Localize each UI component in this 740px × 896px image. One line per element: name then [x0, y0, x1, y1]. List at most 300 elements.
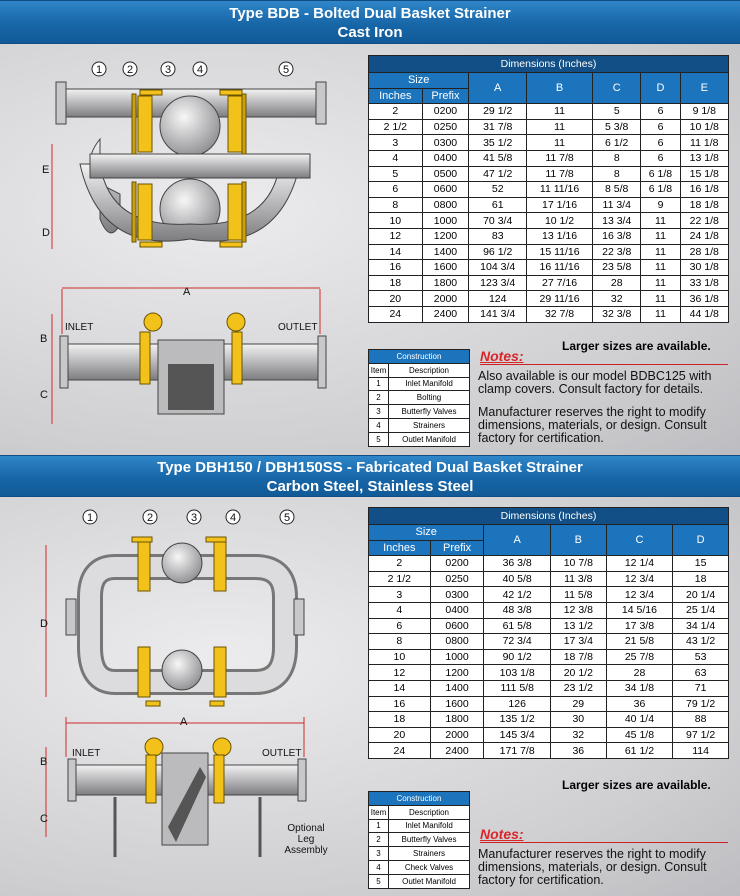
- table-cell: 0400: [422, 150, 469, 166]
- table-cell: 9: [641, 197, 680, 213]
- table-row: [369, 213, 729, 229]
- callout-1: 1: [95, 64, 103, 76]
- inlet-label: INLET: [65, 322, 94, 333]
- table-cell: 145 3/4: [484, 727, 551, 743]
- col-b-header: B: [527, 73, 593, 104]
- table-cell: Butterfly Valves: [389, 833, 470, 847]
- table-cell: 1200: [430, 665, 484, 681]
- table-cell: 1400: [422, 244, 469, 260]
- table-row: [369, 680, 729, 696]
- table-cell: Bolting: [389, 391, 470, 405]
- dim-label-a: A: [183, 286, 191, 298]
- table-row: [369, 860, 470, 874]
- table-cell: 28 1/8: [680, 244, 728, 260]
- table-cell: 1600: [430, 696, 484, 712]
- table-cell: 1800: [422, 275, 469, 291]
- bdb-dimensions-table: [368, 55, 729, 323]
- size2-header: Size: [369, 525, 484, 541]
- table-row: [369, 571, 729, 587]
- table-cell: 12 3/8: [550, 602, 606, 618]
- table-cell: 5: [369, 874, 389, 888]
- dim2-label-a: A: [180, 716, 188, 728]
- table-cell: 11: [641, 291, 680, 307]
- table-cell: 10 1/2: [527, 213, 593, 229]
- callout2-5: 5: [283, 512, 291, 524]
- table-cell: 0200: [422, 104, 469, 120]
- table-cell: Inlet Manifold: [389, 819, 470, 833]
- table-cell: 63: [673, 665, 729, 681]
- dims2-table-body: [369, 556, 729, 759]
- table-cell: 2: [369, 556, 431, 572]
- table-cell: 4: [369, 418, 389, 432]
- table-cell: 8: [369, 197, 423, 213]
- table-cell: 2400: [422, 306, 469, 322]
- table-cell: 11: [527, 119, 593, 135]
- table-row: [369, 649, 729, 665]
- table-cell: 0300: [430, 587, 484, 603]
- table-cell: 17 3/8: [606, 618, 673, 634]
- table-row: [369, 197, 729, 213]
- table-cell: Outlet Manifold: [389, 874, 470, 888]
- bdb-construction-table: [368, 349, 470, 447]
- table-cell: 1400: [430, 680, 484, 696]
- table-row: [369, 260, 729, 276]
- table-cell: 0800: [422, 197, 469, 213]
- col-a-header: A: [469, 73, 527, 104]
- callout-5: 5: [282, 64, 290, 76]
- table-row: [369, 587, 729, 603]
- callout2-1: 1: [86, 512, 94, 524]
- table-row: [369, 833, 470, 847]
- section1-title: Type BDB - Bolted Dual Basket Strainer: [229, 5, 511, 22]
- table-cell: 16: [369, 260, 423, 276]
- table-cell: 104 3/4: [469, 260, 527, 276]
- table-cell: 2 1/2: [369, 571, 431, 587]
- table-cell: 71: [673, 680, 729, 696]
- col2-b-header: B: [550, 525, 606, 556]
- table-cell: 0500: [422, 166, 469, 182]
- col-d-header: D: [641, 73, 680, 104]
- section2-subtitle: Carbon Steel, Stainless Steel: [266, 478, 474, 495]
- table-cell: 17 1/16: [527, 197, 593, 213]
- table-cell: 11: [641, 306, 680, 322]
- table-cell: 0250: [430, 571, 484, 587]
- table-cell: 11 1/8: [680, 135, 728, 151]
- table-cell: 11: [641, 260, 680, 276]
- table-cell: 1: [369, 819, 389, 833]
- table-cell: 33 1/8: [680, 275, 728, 291]
- table-cell: 29 1/2: [469, 104, 527, 120]
- table-cell: 2: [369, 391, 389, 405]
- table-cell: 41 5/8: [469, 150, 527, 166]
- table-cell: 3: [369, 587, 431, 603]
- table-row: [369, 743, 729, 759]
- table-cell: 11: [527, 104, 593, 120]
- table-row: [369, 391, 470, 405]
- table-cell: 24: [369, 743, 431, 759]
- table-cell: 6: [641, 135, 680, 151]
- table-cell: 45 1/8: [606, 727, 673, 743]
- table-cell: 23 1/2: [550, 680, 606, 696]
- table-cell: 14: [369, 244, 423, 260]
- table-cell: 4: [369, 150, 423, 166]
- table-cell: 27 7/16: [527, 275, 593, 291]
- table-cell: 13 1/2: [550, 618, 606, 634]
- table-cell: 52: [469, 182, 527, 198]
- table-row: [369, 665, 729, 681]
- table-cell: 141 3/4: [469, 306, 527, 322]
- table-row: [369, 291, 729, 307]
- table-cell: 32: [593, 291, 641, 307]
- table-cell: 1000: [430, 649, 484, 665]
- table-cell: 17 3/4: [550, 634, 606, 650]
- table-cell: Butterfly Valves: [389, 405, 470, 419]
- table-cell: 6 1/8: [641, 166, 680, 182]
- table-cell: 21 5/8: [606, 634, 673, 650]
- table-cell: 22 1/8: [680, 213, 728, 229]
- section2-header: [0, 455, 740, 497]
- table-cell: 11: [641, 228, 680, 244]
- table-cell: 14 5/16: [606, 602, 673, 618]
- dims2-table-title: Dimensions (Inches): [369, 508, 729, 525]
- larger-sizes-note: Larger sizes are available.: [562, 339, 711, 353]
- table-cell: 25 1/4: [673, 602, 729, 618]
- outlet2-label: OUTLET: [262, 748, 302, 759]
- notes2-title: Notes:: [480, 826, 524, 842]
- construction-body: [369, 377, 470, 446]
- table-cell: Outlet Manifold: [389, 432, 470, 446]
- table-cell: 1200: [422, 228, 469, 244]
- table-cell: 13 1/16: [527, 228, 593, 244]
- table-cell: 12 3/4: [606, 571, 673, 587]
- table-cell: 12: [369, 665, 431, 681]
- callout-3: 3: [164, 64, 172, 76]
- inlet2-label: INLET: [72, 748, 101, 759]
- table-cell: 24: [369, 306, 423, 322]
- table-cell: 12 3/4: [606, 587, 673, 603]
- table-cell: 4: [369, 602, 431, 618]
- table-cell: 0400: [430, 602, 484, 618]
- table-row: [369, 405, 470, 419]
- table-cell: 124: [469, 291, 527, 307]
- table-cell: 35 1/2: [469, 135, 527, 151]
- callout2-3: 3: [190, 512, 198, 524]
- table-row: [369, 119, 729, 135]
- table-cell: 36 1/8: [680, 291, 728, 307]
- table-cell: 11: [641, 275, 680, 291]
- dim2-label-b: B: [40, 756, 48, 768]
- table-cell: 15 1/8: [680, 166, 728, 182]
- section1-subtitle: Cast Iron: [337, 24, 403, 41]
- table-row: [369, 104, 729, 120]
- table-cell: 16 11/16: [527, 260, 593, 276]
- table-cell: 36 3/8: [484, 556, 551, 572]
- dim-label-e: E: [42, 164, 50, 176]
- table-cell: 103 1/8: [484, 665, 551, 681]
- table-cell: 11: [527, 135, 593, 151]
- table-row: [369, 819, 470, 833]
- construction2-body: [369, 819, 470, 888]
- table-cell: 5: [593, 104, 641, 120]
- item-header: Item: [369, 363, 389, 377]
- notes-title: Notes:: [480, 348, 524, 364]
- table-cell: 32: [550, 727, 606, 743]
- dim-label-d: D: [42, 227, 50, 239]
- table-row: [369, 602, 729, 618]
- table-cell: 28: [593, 275, 641, 291]
- table-cell: 10: [369, 213, 423, 229]
- table-row: [369, 847, 470, 861]
- dbh150-strainer-diagram: [0, 497, 360, 896]
- table-cell: 3: [369, 135, 423, 151]
- item2-header: Item: [369, 805, 389, 819]
- table-cell: 11: [641, 213, 680, 229]
- section1-header: [0, 0, 740, 44]
- dbh150-construction-table: [368, 791, 470, 889]
- table-cell: 8 5/8: [593, 182, 641, 198]
- table-row: [369, 634, 729, 650]
- table-cell: Strainers: [389, 847, 470, 861]
- table-cell: Check Valves: [389, 860, 470, 874]
- table-cell: 96 1/2: [469, 244, 527, 260]
- dim2-label-d: D: [40, 618, 48, 630]
- table-cell: 126: [484, 696, 551, 712]
- table-row: [369, 166, 729, 182]
- table-cell: 6: [641, 119, 680, 135]
- table-cell: 111 5/8: [484, 680, 551, 696]
- table-cell: 24 1/8: [680, 228, 728, 244]
- col2-inches-header: Inches: [369, 540, 431, 556]
- table-cell: 16 3/8: [593, 228, 641, 244]
- col2-a-header: A: [484, 525, 551, 556]
- bdb-strainer-diagram: [0, 44, 360, 455]
- table-cell: 97 1/2: [673, 727, 729, 743]
- table-cell: 29 11/16: [527, 291, 593, 307]
- table-cell: 32 7/8: [527, 306, 593, 322]
- table-cell: 79 1/2: [673, 696, 729, 712]
- table-row: [369, 418, 470, 432]
- table-cell: 23 5/8: [593, 260, 641, 276]
- table-row: [369, 712, 729, 728]
- table-cell: 90 1/2: [484, 649, 551, 665]
- callout2-2: 2: [146, 512, 154, 524]
- note-bdbc125: Also available is our model BDBC125 with clamp covers. Consult factory for details.: [478, 369, 712, 396]
- col-c-header: C: [593, 73, 641, 104]
- table-cell: 15 11/16: [527, 244, 593, 260]
- table-cell: 36: [550, 743, 606, 759]
- table-cell: 25 7/8: [606, 649, 673, 665]
- table-cell: 13 1/8: [680, 150, 728, 166]
- table-cell: 43 1/2: [673, 634, 729, 650]
- table-cell: 83: [469, 228, 527, 244]
- table-cell: 1: [369, 377, 389, 391]
- table-row: [369, 618, 729, 634]
- leg-note-line2: Leg: [297, 834, 315, 845]
- table-cell: 1000: [422, 213, 469, 229]
- table-cell: 11: [641, 244, 680, 260]
- table-cell: 30: [550, 712, 606, 728]
- note-manufacturer: Manufacturer reserves the right to modify dimensions, materials, or design. Consult factory for certification.: [478, 405, 707, 445]
- table-cell: 2: [369, 833, 389, 847]
- size-header: Size: [369, 73, 469, 89]
- table-row: [369, 135, 729, 151]
- table-cell: 20: [369, 291, 423, 307]
- table-cell: 9 1/8: [680, 104, 728, 120]
- table-cell: 4: [369, 860, 389, 874]
- table-cell: 12 1/4: [606, 556, 673, 572]
- notes2-divider: [480, 842, 728, 843]
- table-row: [369, 696, 729, 712]
- table-cell: 10 7/8: [550, 556, 606, 572]
- table-cell: 171 7/8: [484, 743, 551, 759]
- table-row: [369, 874, 470, 888]
- table-cell: 0200: [430, 556, 484, 572]
- table-cell: 20: [369, 727, 431, 743]
- table-cell: 0600: [422, 182, 469, 198]
- table-cell: 0600: [430, 618, 484, 634]
- table-cell: 40 1/4: [606, 712, 673, 728]
- table-cell: 2: [369, 104, 423, 120]
- table-cell: 0250: [422, 119, 469, 135]
- col-prefix-header: Prefix: [422, 88, 469, 104]
- table-cell: 5 3/8: [593, 119, 641, 135]
- table-row: [369, 228, 729, 244]
- table-cell: 47 1/2: [469, 166, 527, 182]
- table-cell: 34 1/8: [606, 680, 673, 696]
- table-row: [369, 306, 729, 322]
- table-cell: 2 1/2: [369, 119, 423, 135]
- table-cell: 6 1/2: [593, 135, 641, 151]
- table-cell: 42 1/2: [484, 587, 551, 603]
- table-cell: 114: [673, 743, 729, 759]
- table-row: [369, 727, 729, 743]
- table-cell: 6: [369, 618, 431, 634]
- col2-prefix-header: Prefix: [430, 540, 484, 556]
- table-row: [369, 432, 470, 446]
- section2-title: Type DBH150 / DBH150SS - Fabricated Dual Basket Strainer: [157, 459, 583, 476]
- table-cell: 2400: [430, 743, 484, 759]
- table-cell: 32 3/8: [593, 306, 641, 322]
- leg-note-line1: Optional: [287, 823, 325, 834]
- table-cell: 40 5/8: [484, 571, 551, 587]
- table-cell: 18 1/8: [680, 197, 728, 213]
- col-inches-header: Inches: [369, 88, 423, 104]
- table-cell: 61 5/8: [484, 618, 551, 634]
- table-cell: 18: [369, 712, 431, 728]
- dbh150-dimensions-table: [368, 507, 729, 759]
- table-cell: 20 1/2: [550, 665, 606, 681]
- description-header: Description: [389, 363, 470, 377]
- table-cell: 30 1/8: [680, 260, 728, 276]
- dims-table-title: Dimensions (Inches): [369, 56, 729, 73]
- table-cell: 16: [369, 696, 431, 712]
- table-cell: 8: [369, 634, 431, 650]
- table-row: [369, 377, 470, 391]
- table-cell: 2000: [430, 727, 484, 743]
- leg-note-line3: Assembly: [284, 845, 328, 856]
- table-cell: 0800: [430, 634, 484, 650]
- table-cell: 11 11/16: [527, 182, 593, 198]
- table-cell: 2000: [422, 291, 469, 307]
- table-cell: 6: [641, 104, 680, 120]
- table-cell: 14: [369, 680, 431, 696]
- table-cell: 10 1/8: [680, 119, 728, 135]
- table-cell: 16 1/8: [680, 182, 728, 198]
- table-cell: 28: [606, 665, 673, 681]
- table-cell: Strainers: [389, 418, 470, 432]
- description2-header: Description: [389, 805, 470, 819]
- table-cell: 10: [369, 649, 431, 665]
- table-row: [369, 150, 729, 166]
- table-cell: 6: [369, 182, 423, 198]
- table-row: [369, 275, 729, 291]
- table-cell: 5: [369, 166, 423, 182]
- table-cell: 0300: [422, 135, 469, 151]
- dims-table-body: [369, 104, 729, 322]
- dim2-label-c: C: [40, 813, 48, 825]
- table-cell: 11 3/8: [550, 571, 606, 587]
- dim-label-b: B: [40, 333, 48, 345]
- col2-c-header: C: [606, 525, 673, 556]
- table-cell: 18: [673, 571, 729, 587]
- callout2-4: 4: [229, 512, 237, 524]
- table-cell: 5: [369, 432, 389, 446]
- table-cell: 13 3/4: [593, 213, 641, 229]
- table-cell: 34 1/4: [673, 618, 729, 634]
- table-cell: 135 1/2: [484, 712, 551, 728]
- table-cell: 12: [369, 228, 423, 244]
- notes-divider: [480, 364, 728, 365]
- table-cell: 88: [673, 712, 729, 728]
- table-cell: 48 3/8: [484, 602, 551, 618]
- table-cell: 29: [550, 696, 606, 712]
- table-cell: 3: [369, 847, 389, 861]
- note2-manufacturer: Manufacturer reserves the right to modify dimensions, materials, or design. Consult factory for certification.: [478, 847, 707, 887]
- table-cell: 6: [641, 150, 680, 166]
- table-cell: 36: [606, 696, 673, 712]
- table-cell: 11 7/8: [527, 150, 593, 166]
- col2-d-header: D: [673, 525, 729, 556]
- table-cell: 18 7/8: [550, 649, 606, 665]
- dim-label-c: C: [40, 389, 48, 401]
- construction2-title: Construction: [369, 792, 470, 806]
- table-cell: 1800: [430, 712, 484, 728]
- table-cell: 70 3/4: [469, 213, 527, 229]
- table-cell: 44 1/8: [680, 306, 728, 322]
- table-cell: 22 3/8: [593, 244, 641, 260]
- table-cell: 8: [593, 150, 641, 166]
- table-cell: 18: [369, 275, 423, 291]
- table-cell: 31 7/8: [469, 119, 527, 135]
- table-cell: 15: [673, 556, 729, 572]
- table-cell: Inlet Manifold: [389, 377, 470, 391]
- callout-2: 2: [126, 64, 134, 76]
- table-row: [369, 182, 729, 198]
- table-cell: 3: [369, 405, 389, 419]
- table-cell: 8: [593, 166, 641, 182]
- table-cell: 61: [469, 197, 527, 213]
- table-cell: 53: [673, 649, 729, 665]
- larger-sizes-note-2: Larger sizes are available.: [562, 778, 711, 792]
- table-cell: 11 3/4: [593, 197, 641, 213]
- table-cell: 61 1/2: [606, 743, 673, 759]
- table-cell: 1600: [422, 260, 469, 276]
- col-e-header: E: [680, 73, 728, 104]
- table-row: [369, 244, 729, 260]
- table-cell: 11 7/8: [527, 166, 593, 182]
- table-cell: 6 1/8: [641, 182, 680, 198]
- table-row: [369, 556, 729, 572]
